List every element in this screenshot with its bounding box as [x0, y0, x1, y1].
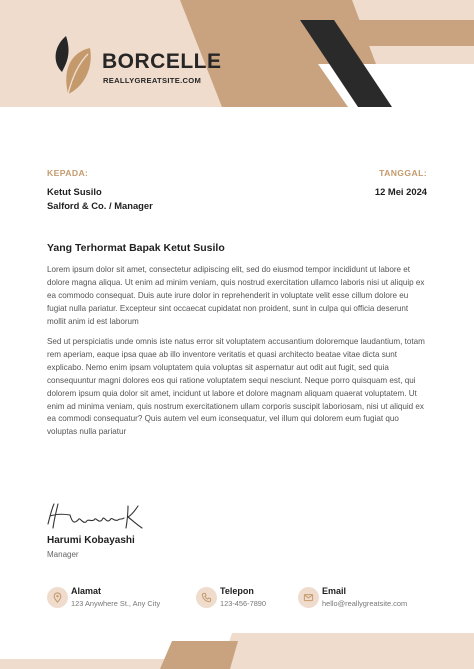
- contact-phone-value: 123-456-7890: [220, 599, 267, 608]
- paragraph-1: Lorem ipsum dolor sit amet, consectetur adipiscing elit, sed do eiusmod tempor incididunt ut labore et dolore magna aliqua. Ut enim ad minim veniam, quis nostrud exercitation ullamco laboris nisi ut aliquip ex ea commodo consequat. Duis aute irure dolor in reprehenderit in voluptate velit esse cillum dolore eu fugiat nulla pariatur. Excepteur sint occaecat cupidatat non proident, sunt in culpa qui officia deserunt mollit anim id est laborum: [47, 265, 425, 326]
- paragraph-2: Sed ut perspiciatis unde omnis iste natus error sit voluptatem accusantium doloremque laudantium, totam rem aperiam, eaque ipsa quae ab illo inventore veritatis et quasi architecto beatae vitae dicta sunt explicabo. Nemo enim ipsam voluptatem quia voluptas sit aspernatur aut odit aut fugit, sed quia consequuntur magni dolores eos qui ratione voluptatem sequi nesciunt. Neque porro quisquam est, qui dolorem ipsum quia dolor sit amet, incidunt ut labore et dolore magnam aliquam quaerat voluptatem. Ut enim ad minima veniam, quis nostrum exercitationem ullam corporis suscipit laboriosam, nisi ut aliquid ex ea commodi consequatur? Quis autem vel eum iconsequatur, vel illum qui dolorem eum fugiat quo voluptas nulla pariatur: [47, 337, 425, 437]
- recipient-company: Salford & Co. / Manager: [47, 200, 153, 211]
- envelope-icon: [298, 587, 319, 608]
- recipient-name: Ketut Susilo: [47, 186, 102, 197]
- contact-phone-title: Telepon: [220, 586, 254, 596]
- contact-address-title: Alamat: [71, 586, 102, 596]
- footer-right-band: [220, 633, 474, 669]
- signer-role: Manager: [47, 550, 79, 559]
- phone-icon: [196, 587, 217, 608]
- signer-name: Harumi Kobayashi: [47, 535, 135, 546]
- footer-tan-slab: [160, 641, 238, 669]
- footer-left-band: [0, 659, 178, 669]
- brand-name: BORCELLE: [102, 50, 222, 73]
- footer-decoration: [0, 633, 474, 669]
- contact-email-value: hello@reallygreatsite.com: [322, 599, 408, 608]
- date-value: 12 Mei 2024: [374, 186, 427, 197]
- location-pin-icon: [47, 587, 68, 608]
- recipient-label: KEPADA:: [47, 168, 89, 178]
- date-label: TANGGAL:: [379, 168, 427, 178]
- brand-website: REALLYGREATSITE.COM: [103, 76, 202, 85]
- contact-address-value: 123 Anywhere St., Any City: [71, 599, 161, 608]
- contact-email-title: Email: [322, 586, 347, 596]
- salutation: Yang Terhormat Bapak Ketut Susilo: [47, 242, 225, 254]
- handwritten-signature: [44, 500, 164, 532]
- leaf-logo-icon: [48, 34, 100, 100]
